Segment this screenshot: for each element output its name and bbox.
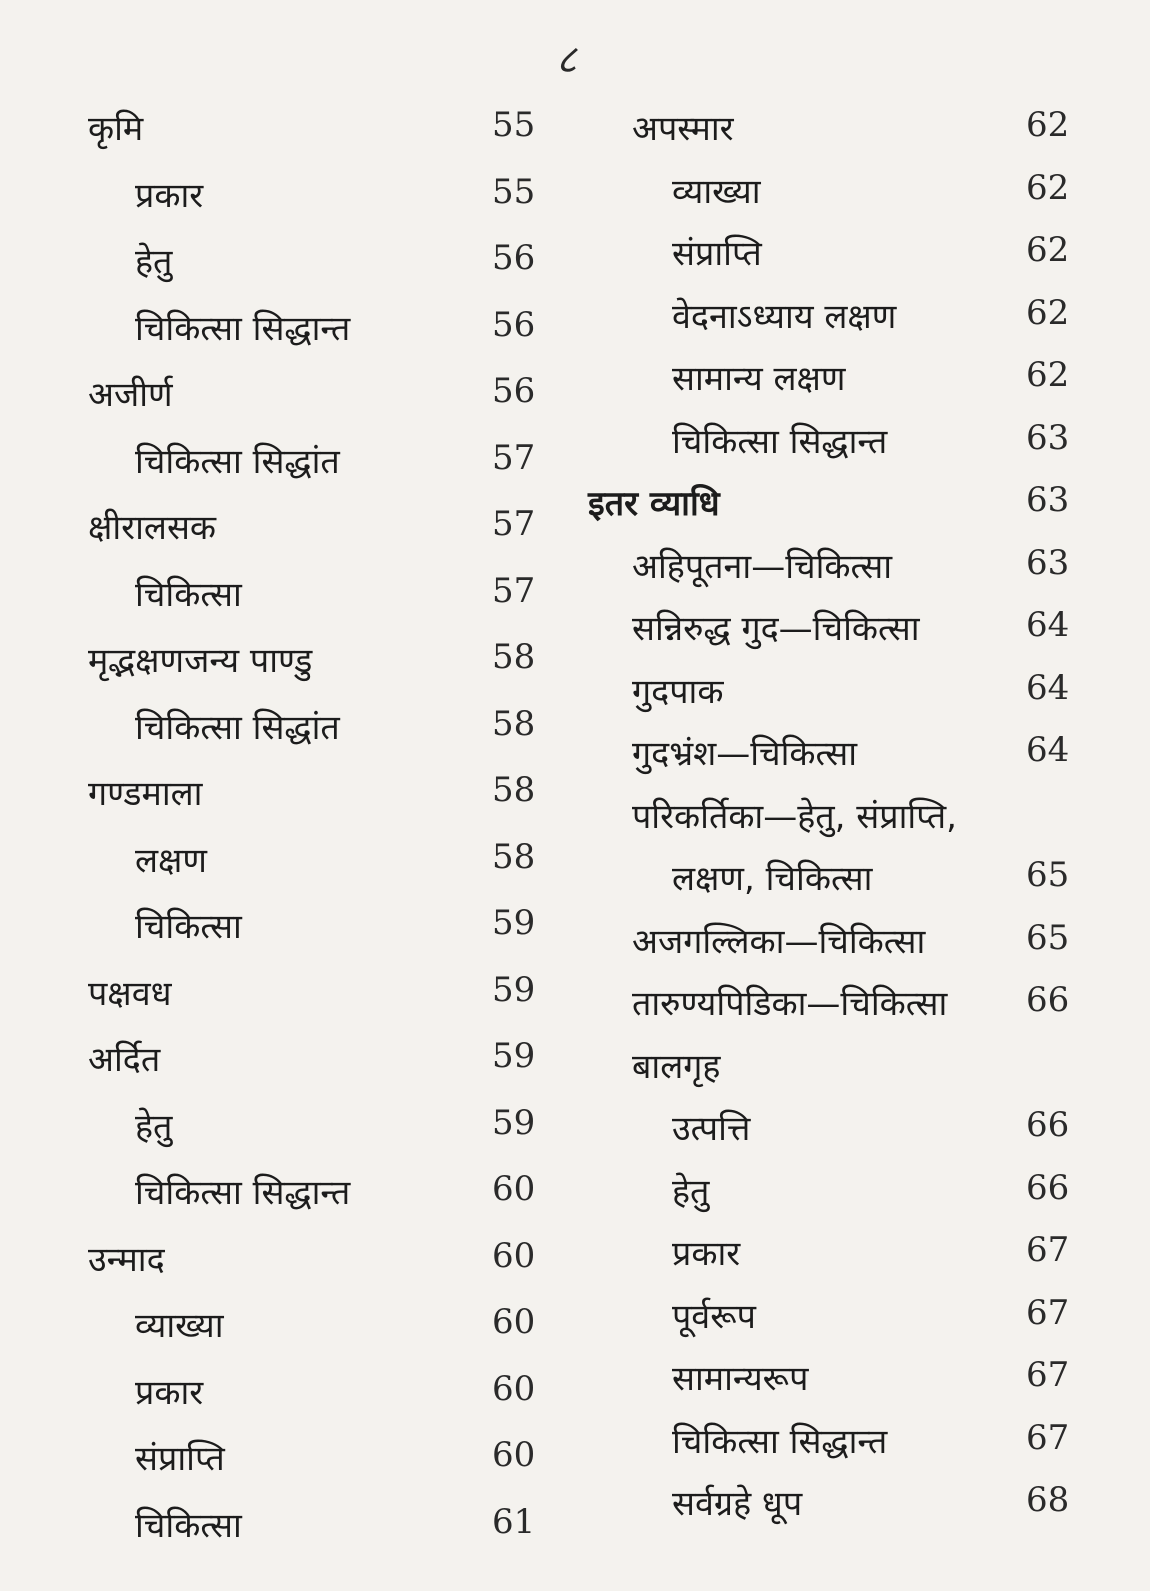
index-entry xyxy=(135,893,242,957)
entry-title: सामान्य लक्षण xyxy=(672,359,846,399)
entry-title: पूर्वरूप xyxy=(672,1296,756,1337)
entry-title: चिकित्सा सिद्धान्त xyxy=(672,421,888,462)
entry-title: उत्पत्ति xyxy=(672,1109,751,1149)
entry-title: गुदभ्रंश—चिकित्सा xyxy=(632,734,858,774)
index-entry xyxy=(672,1408,887,1472)
entry-title: चिकित्सा xyxy=(135,1505,242,1546)
index-entry xyxy=(135,1492,242,1556)
entry-page-number: 67 xyxy=(1026,1292,1070,1333)
entry-page-number: 58 xyxy=(492,770,536,810)
index-entry xyxy=(632,1033,720,1097)
index-entry xyxy=(632,595,920,659)
entry-title: अजगल्लिका—चिकित्सा xyxy=(632,921,926,962)
entry-page-number: 55 xyxy=(492,171,536,212)
index-entry xyxy=(135,228,172,292)
entry-page-number: 56 xyxy=(492,238,536,278)
index-entry xyxy=(135,428,340,492)
index-entry xyxy=(672,1345,808,1409)
index-entry xyxy=(672,1220,740,1284)
entry-title: अर्दित xyxy=(88,1040,161,1080)
entry-page-number: 60 xyxy=(492,1435,536,1475)
entry-title: संप्राप्ति xyxy=(672,234,762,274)
index-entry xyxy=(88,1026,160,1090)
index-entry xyxy=(588,470,720,534)
index-entry xyxy=(672,283,896,347)
entry-title: अहिपूतना—चिकित्सा xyxy=(632,546,893,587)
entry-page-number: 55 xyxy=(492,105,536,145)
entry-title: उन्माद xyxy=(88,1239,165,1280)
entry-page-number: 67 xyxy=(1026,1417,1070,1458)
index-entry xyxy=(632,720,857,784)
index-entry xyxy=(632,658,723,722)
entry-title: चिकित्सा सिद्धांत xyxy=(135,441,340,482)
index-entry xyxy=(672,845,872,909)
entry-page-number: 63 xyxy=(1026,542,1070,583)
index-entry xyxy=(135,1159,350,1223)
entry-title: अपस्मार xyxy=(632,109,734,149)
entry-title: मृद्भक्षणजन्य पाण्डु xyxy=(88,641,313,681)
entry-page-number: 62 xyxy=(1026,355,1070,395)
index-entry xyxy=(135,561,242,625)
entry-title: व्याख्या xyxy=(672,171,761,212)
entry-title: चिकित्सा xyxy=(135,907,242,947)
page-number: ८ xyxy=(556,37,577,83)
entry-page-number: 66 xyxy=(1026,980,1070,1020)
entry-page-number: 64 xyxy=(1026,730,1070,770)
index-entry xyxy=(135,1425,225,1489)
index-entry xyxy=(632,533,892,597)
entry-page-number: 56 xyxy=(492,304,536,345)
entry-page-number: 60 xyxy=(492,1302,536,1342)
entry-title: हेतु xyxy=(135,1106,173,1147)
index-entry xyxy=(632,95,734,159)
entry-title: अजीर्ण xyxy=(88,375,173,415)
entry-page-number: 64 xyxy=(1026,667,1070,708)
entry-title: चिकित्सा सिद्धान्त xyxy=(135,308,351,349)
entry-page-number: 63 xyxy=(1026,480,1070,520)
entry-page-number: 60 xyxy=(492,1169,536,1209)
entry-page-number: 58 xyxy=(492,836,536,877)
entry-title: तारुण्यपिडिका—चिकित्सा xyxy=(632,984,948,1024)
entry-page-number: 59 xyxy=(492,1102,536,1143)
entry-page-number: 61 xyxy=(492,1501,536,1542)
entry-page-number: 62 xyxy=(1026,105,1070,145)
entry-page-number: 58 xyxy=(492,637,536,677)
entry-title: प्रकार xyxy=(672,1234,741,1274)
entry-title: लक्षण, चिकित्सा xyxy=(672,859,873,899)
entry-title: चिकित्सा सिद्धांत xyxy=(135,707,340,748)
index-entry xyxy=(672,220,762,284)
entry-title: लक्षण xyxy=(135,840,208,881)
entry-title: चिकित्सा xyxy=(135,574,242,615)
entry-title: क्षीरालसक xyxy=(88,508,217,548)
index-entry xyxy=(672,1158,709,1222)
index-entry xyxy=(672,1283,756,1347)
entry-page-number: 65 xyxy=(1026,855,1070,895)
entry-title: प्रकार xyxy=(135,1372,204,1413)
index-entry xyxy=(88,760,202,824)
index-entry xyxy=(672,158,761,222)
index-entry xyxy=(88,494,216,558)
index-entry xyxy=(672,1470,802,1534)
entry-title: गण्डमाला xyxy=(88,774,203,814)
entry-page-number: 68 xyxy=(1026,1480,1070,1520)
entry-title: सामान्यरूप xyxy=(672,1359,809,1399)
entry-page-number: 67 xyxy=(1026,1230,1070,1270)
entry-page-number: 66 xyxy=(1026,1105,1070,1145)
index-entry xyxy=(632,970,947,1034)
index-entry xyxy=(135,295,350,359)
index-entry xyxy=(672,1095,750,1159)
index-entry xyxy=(672,345,846,409)
index-entry xyxy=(135,1292,224,1356)
entry-page-number: 58 xyxy=(492,703,536,744)
entry-title: चिकित्सा सिद्धान्त xyxy=(135,1173,351,1213)
index-entry xyxy=(632,783,957,847)
index-entry xyxy=(88,361,173,425)
entry-page-number: 57 xyxy=(492,570,536,611)
index-entry xyxy=(135,1093,172,1157)
entry-title: पक्षवध xyxy=(88,973,172,1014)
index-entry xyxy=(88,627,312,691)
entry-page-number: 65 xyxy=(1026,917,1070,958)
entry-title: परिकर्तिका—हेतु, संप्राप्ति, xyxy=(632,796,957,837)
entry-title: गुदपाक xyxy=(632,671,724,712)
entry-page-number: 67 xyxy=(1026,1355,1070,1395)
index-entry xyxy=(672,408,887,472)
entry-page-number: 62 xyxy=(1026,292,1070,333)
entry-title: हेतु xyxy=(135,242,173,282)
entry-page-number: 57 xyxy=(492,504,536,544)
index-entry xyxy=(135,827,207,891)
entry-page-number: 63 xyxy=(1026,417,1070,458)
entry-page-number: 64 xyxy=(1026,605,1070,645)
entry-title: वेदनाऽध्याय लक्षण xyxy=(672,296,897,337)
entry-page-number: 59 xyxy=(492,1036,536,1076)
entry-page-number: 62 xyxy=(1026,230,1070,270)
entry-title: इतर व्याधि xyxy=(588,484,720,524)
entry-page-number: 62 xyxy=(1026,167,1070,208)
entry-page-number: 60 xyxy=(492,1368,536,1409)
entry-title: बालगृह xyxy=(632,1046,721,1087)
entry-page-number: 59 xyxy=(492,903,536,943)
index-entry xyxy=(135,162,203,226)
entry-page-number: 59 xyxy=(492,969,536,1010)
entry-page-number: 66 xyxy=(1026,1167,1070,1208)
entry-page-number: 57 xyxy=(492,437,536,478)
entry-title: चिकित्सा सिद्धान्त xyxy=(672,1421,888,1462)
entry-title: संप्राप्ति xyxy=(135,1439,225,1479)
entry-title: कृमि xyxy=(88,109,144,149)
entry-page-number: 56 xyxy=(492,371,536,411)
entry-title: व्याख्या xyxy=(135,1306,224,1346)
entry-title: सन्निरुद्ध गुद—चिकित्सा xyxy=(632,609,920,649)
entry-title: प्रकार xyxy=(135,175,204,216)
index-entry xyxy=(88,1226,165,1290)
entry-title: सर्वग्रहे धूप xyxy=(672,1484,803,1524)
entry-page-number: 60 xyxy=(492,1235,536,1276)
index-entry xyxy=(88,95,143,159)
index-entry xyxy=(88,960,172,1024)
entry-title: हेतु xyxy=(672,1171,710,1212)
index-entry xyxy=(135,1359,203,1423)
index-entry xyxy=(135,694,340,758)
index-entry xyxy=(632,908,925,972)
